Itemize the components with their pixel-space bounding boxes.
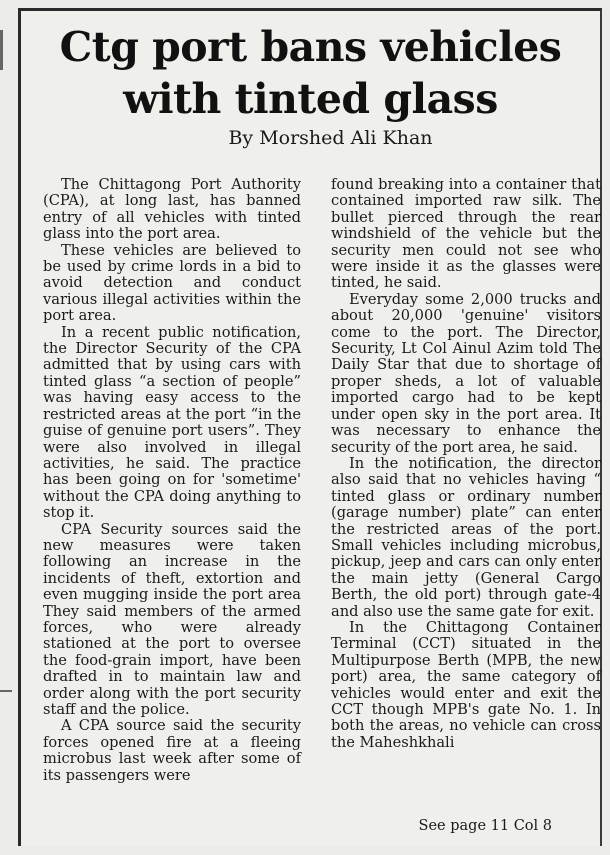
headline-line-2: with tinted glass xyxy=(123,75,498,123)
paragraph: These vehicles are believed to be used by crime lords in a bid to avoid detection and conduct various illegal activities within the port area. xyxy=(43,241,301,325)
newspaper-clipping xyxy=(18,8,602,846)
paragraph: A CPA source said the security forces opened fire at a fleeing microbus last week after some of its passengers were xyxy=(43,717,301,784)
clipping-edge-mark xyxy=(0,690,12,692)
headline xyxy=(21,21,600,125)
paragraph: In the Chittagong Container Terminal (CCT) situated in the Multipurpose Berth (MPB, the new port) area, the same category of vehicles would enter and exit the CCT though MPB's gate No. 1. In both the areas, no vehicle can cross the Maheshkhali xyxy=(331,618,601,751)
left-column xyxy=(43,177,301,784)
paragraph-continuation: found breaking into a container that contained imported raw silk. The bullet pierced through the rear windshield of the vehicle but the security men could not see who were inside it as the glasses were tinted, he said. xyxy=(331,176,601,292)
paragraph: The Chittagong Port Authority (CPA), at long last, has banned entry of all vehicles with tinted glass into the port area. xyxy=(43,176,301,243)
clipping-edge-mark xyxy=(0,30,3,70)
paragraph: In the notification, the director also said that no vehicles having “ tinted glass or ordinary number (garage number) plate” can enter the restricted areas of the port. Small vehicles including microbus, pickup, jeep and cars can only enter the main jetty (General Cargo Berth, the old port) through gate-4 and also use the same gate for exit. xyxy=(331,454,601,620)
jump-line: See page 11 Col 8 xyxy=(418,818,552,834)
right-column xyxy=(331,177,601,751)
paragraph: Everyday some 2,000 trucks and about 20,000 'genuine' visitors come to the port. The Director, Security, Lt Col Ainul Azim told The Daily Star that due to shortage of proper sheds, a lot of valuable imported cargo had to be kept under open sky in the port area. It was necessary to enhance the security of the port area, he said. xyxy=(331,290,601,456)
headline-line-1: Ctg port bans vehicles xyxy=(59,23,562,71)
paragraph: In a recent public notification, the Director Security of the CPA admitted that by using cars with tinted glass “a section of people” was having easy access to the restricted areas at the port “in the guise of genuine port users”. They were also involved in illegal activities, he said. The practice has been going on for 'sometime' without the CPA doing anything to stop it. xyxy=(43,323,301,522)
paragraph: CPA Security sources said the new measures were taken following an increase in the incidents of theft, extortion and even mugging inside the port area They said members of the armed forces, who were already stationed at the port to oversee the food-grain import, have been drafted in to maintain law and order along with the port security staff and the police. xyxy=(43,520,301,718)
byline: By Morshed Ali Khan xyxy=(228,127,433,149)
